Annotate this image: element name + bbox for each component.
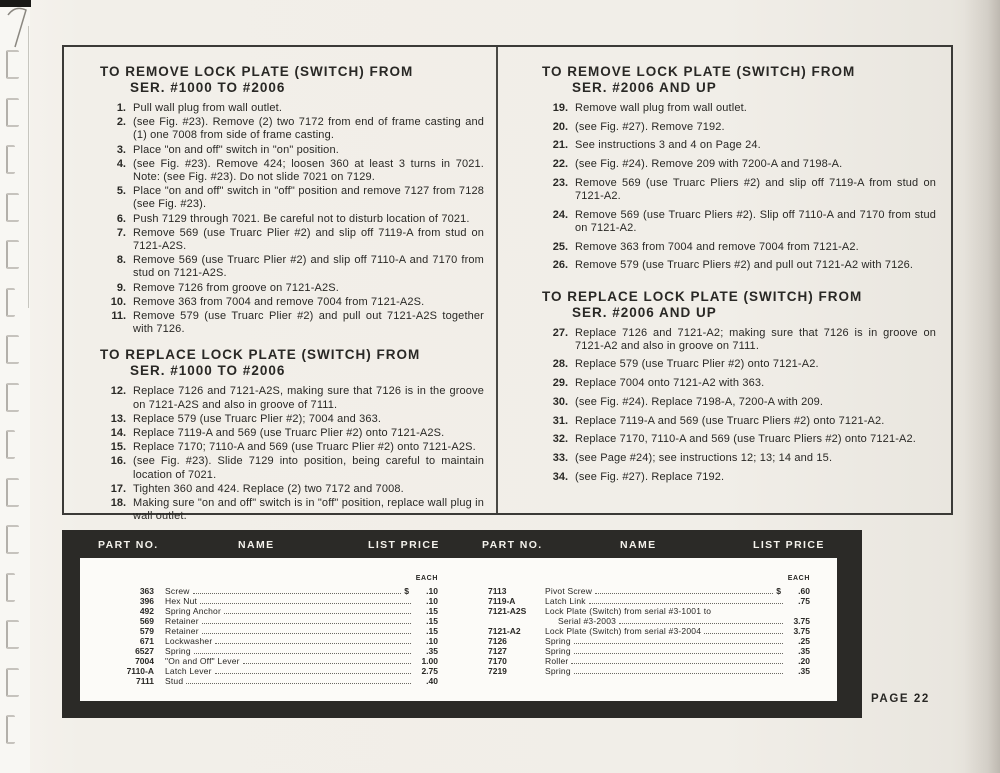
part-name-cell: Spring [165,646,191,656]
page-number: PAGE 22 [871,693,930,705]
part-name-cell: Spring [545,636,571,646]
table-header-name: NAME [238,539,275,551]
dot-leader [215,643,411,644]
instruction-item-number: 23. [552,176,568,189]
instruction-item-number: 2. [116,116,126,129]
instruction-item-number: 22. [552,158,568,171]
instruction-item [100,483,484,496]
instruction-item-text: Remove 569 (use Truarc Plier #2) and slip off 7110-A and 7170 from stud on 7121-A2S. [133,254,484,280]
instruction-item-number: 32. [552,433,568,446]
table-row [488,626,810,636]
list-price-cell: .35 [798,646,810,656]
instruction-item-text: (see Fig. #23). Slide 7129 into position, being careful to maintain location of 7021. [133,455,484,481]
dot-leader [193,593,402,594]
instruction-item [100,282,484,295]
instruction-item-number: 1. [116,102,126,114]
instruction-item [542,415,936,428]
instruction-section [542,64,936,273]
instruction-item-text: Remove wall plug from wall outlet. [575,102,748,114]
page-right-shadow [964,0,1000,773]
list-price-cell: .10 [426,596,438,606]
table-header-list-price: LIST PRICE [368,539,440,551]
part-name-cell: Screw [165,586,190,596]
part-name-cell: Pivot Screw [545,586,593,596]
binding-hole-mark [6,383,19,412]
part-name-cell: Stud [165,676,184,686]
instruction-item [100,213,484,226]
pen-mark-icon [2,3,32,51]
table-row [488,596,810,606]
instruction-item [542,471,936,484]
part-number-cell: 7119-A [488,596,516,606]
section-title-line2: SER. #2006 AND UP [572,80,717,95]
instruction-item [100,497,484,523]
binding-hole-mark [6,478,19,507]
part-name-cell: Spring [545,666,571,676]
instruction-item [542,433,936,446]
binding-hole-mark [6,240,19,269]
section-title-line1: TO REPLACE LOCK PLATE (SWITCH) FROM [100,347,421,363]
part-number-cell: 7113 [488,586,507,596]
dot-leader [243,663,411,664]
instruction-item [542,396,936,409]
binding-hole-mark [6,335,19,364]
instruction-item-number: 9. [116,281,126,294]
dot-leader [619,623,783,624]
table-header-part-no: PART NO. [98,539,159,551]
list-price-cell: .20 [798,656,810,666]
instruction-item [100,102,484,115]
instruction-item [100,310,484,336]
part-name-cell: Latch Lever [165,666,212,676]
instruction-item [100,427,484,440]
instruction-item-text: (see Fig. #24). Replace 7198-A, 7200-A with 209. [575,395,824,408]
dot-leader [574,643,783,644]
instruction-item [100,441,484,454]
instruction-item-number: 34. [552,470,568,483]
dot-leader [200,603,411,604]
binding-hole-mark [6,145,15,174]
instruction-item-number: 17. [110,482,126,495]
instruction-item-number: 25. [552,240,568,253]
instruction-item [100,227,484,253]
dot-leader [202,633,411,634]
part-number-cell: 7127 [488,646,507,656]
table-row [110,616,438,626]
section-title-line2: SER. #2006 AND UP [572,304,717,320]
instruction-item-text: Remove 579 (use Truarc Plier #2) and pull out 7121-A2S together with 7126. [133,310,484,336]
part-number-cell: 7170 [488,656,507,666]
instruction-item-number: 3. [116,143,126,156]
instruction-item [542,259,936,272]
part-name-cell: Lockwasher [165,636,213,646]
instruction-item [100,185,484,211]
table-header-list-price: LIST PRICE [753,539,825,551]
table-header-name: NAME [620,539,657,551]
instruction-item-text: Remove 569 (use Truarc Pliers #2) and slip off 7119-A from stud on 7121-A2. [575,176,936,203]
binding-hole-mark [6,288,15,317]
list-price-cell: 2.75 [421,666,438,676]
list-price-cell: .35 [426,646,438,656]
section-title-line1: TO REPLACE LOCK PLATE (SWITCH) FROM [542,288,863,304]
part-name-cell: Retainer [165,626,199,636]
part-name-cell: Lock Plate (Switch) from serial #3-2004 [545,626,702,636]
dot-leader [571,663,783,664]
instruction-item-number: 12. [110,385,126,398]
table-row [110,646,438,656]
instruction-item [542,241,936,254]
part-name-cell: Spring Anchor [165,606,221,616]
dot-leader [215,673,411,674]
instruction-item-number: 11. [111,310,126,323]
instruction-item [542,139,936,152]
part-name-cell: Spring [545,646,571,656]
part-number-cell: 6527 [135,646,154,656]
section-title [542,64,936,96]
currency-sign: $ [404,586,409,596]
instruction-item-text: (see Fig. #24). Remove 209 with 7200-A and 7198-A. [575,158,843,171]
instruction-item [542,452,936,465]
part-name-cell: "On and Off" Lever [165,656,240,666]
part-number-cell: 396 [139,596,154,606]
table-row [488,606,810,616]
list-price-cell: .10 [426,636,438,646]
instruction-item-text: Pull wall plug from wall outlet. [133,102,283,114]
instruction-item-text: (see Fig. #23). Remove (2) two 7172 from end of frame casting and (1) one 7008 from side of frame casting. [133,116,484,142]
table-right-half [488,558,810,701]
part-number-cell: 363 [139,586,154,596]
instruction-item-text: (see Fig. #27). Remove 7192. [575,120,725,133]
table-left-half [110,558,438,701]
instruction-item-number: 33. [552,451,568,464]
instruction-section [542,289,936,484]
instruction-item-number: 28. [552,358,568,371]
dot-leader [574,673,783,674]
instruction-item-text: Replace 7119-A and 569 (use Truarc Plier #2) onto 7121-A2S. [133,427,445,440]
dot-leader [186,683,411,684]
section-title-line2: SER. #1000 TO #2006 [130,363,286,379]
instruction-item-number: 10. [110,295,126,308]
dot-leader [595,593,773,594]
table-row [110,606,438,616]
part-number-cell: 7219 [488,666,507,676]
dot-leader [704,633,783,634]
instruction-item-number: 31. [552,414,568,427]
instruction-item [100,116,484,142]
table-row [110,586,438,596]
instruction-item-text: Replace 7170; 7110-A and 569 (use Truarc Plier #2) onto 7121-A2S. [133,441,476,454]
instruction-item-number: 26. [552,259,568,272]
list-price-cell: 3.75 [793,626,810,636]
table-row [110,656,438,666]
binding-hole-mark [6,620,19,649]
part-name-cell: Lock Plate (Switch) from serial #3-1001 to [545,606,712,616]
table-body-panel [80,558,837,701]
instruction-item-number: 19. [552,102,568,114]
dot-leader [202,623,411,624]
instruction-item-text: Remove 579 (use Truarc Pliers #2) and pull out 7121-A2 with 7126. [575,259,914,272]
instruction-item-number: 21. [552,139,568,152]
binding-hole-mark [6,715,15,744]
instruction-item-text: Tighten 360 and 424. Replace (2) two 7172 and 7008. [133,482,404,495]
instruction-item-text: Remove 363 from 7004 and remove 7004 from 7121-A2. [575,240,859,253]
table-row [488,636,810,646]
binding-hole-mark [6,525,19,554]
instruction-item-number: 15. [110,441,126,454]
table-row [110,666,438,676]
instruction-item-text: Replace 7170, 7110-A and 569 (use Truarc Pliers #2) onto 7121-A2. [575,433,916,446]
part-number-cell: 671 [139,636,154,646]
part-name-cell: Hex Nut [165,596,198,606]
part-number-cell: 7004 [135,656,154,666]
instruction-item-text: (see Fig. #23). Remove 424; loosen 360 at least 3 turns in 7021. Note: (see Fig. #23). Do not slide 7021 on 7129. [133,157,484,184]
instruction-item-text: Making sure "on and off" switch is in "off" position, replace wall plug in wall outlet. [133,497,484,523]
instruction-item-number: 29. [552,377,568,390]
instruction-item [100,413,484,426]
instruction-item [542,327,936,353]
instruction-item-number: 6. [116,212,126,225]
part-number-cell: 579 [139,626,154,636]
binding-hole-mark [6,193,19,222]
list-price-cell: 1.00 [421,656,438,666]
section-title [100,64,484,96]
table-row [488,646,810,656]
part-number-cell [488,616,545,626]
list-price-cell: 3.75 [793,616,810,626]
list-price-cell: .15 [426,606,438,616]
instruction-item-text: (see Page #24); see instructions 12; 13; 14 and 15. [575,451,833,464]
instruction-item-number: 18. [110,497,126,510]
dot-leader [574,653,783,654]
part-number-cell: 7111 [136,676,154,686]
instruction-item-number: 8. [116,254,126,267]
instruction-item [100,296,484,309]
instruction-item [542,121,936,134]
instruction-item-text: Place "on and off" switch in "on" position. [133,143,339,156]
instruction-item-number: 27. [552,326,568,339]
instruction-item-number: 14. [110,427,126,440]
binding-hole-mark [6,668,19,697]
part-number-cell: 7121-A2S [488,606,527,616]
binding-hole-mark [6,50,19,79]
list-price-cell: .40 [426,676,438,686]
part-number-cell: 7126 [488,636,507,646]
parts-price-table [62,530,862,718]
section-title-line2: SER. #1000 TO #2006 [130,80,286,95]
instruction-section [100,347,484,523]
part-number-cell: 7121-A2 [488,626,521,636]
instruction-item-text: Push 7129 through 7021. Be careful not to disturb location of 7021. [133,212,470,225]
table-row [110,676,438,686]
dot-leader [589,603,783,604]
instructions-box [62,45,953,523]
instruction-item-text: Replace 7119-A and 569 (use Truarc Pliers #2) onto 7121-A2. [575,414,885,427]
instruction-item [542,377,936,390]
paper-edge-line [28,26,29,308]
instruction-item-number: 20. [552,120,568,133]
table-row [110,596,438,606]
section-title [100,347,484,379]
instruction-item [100,385,484,411]
table-row [488,666,810,676]
binding-hole-mark [6,98,19,127]
instruction-item [542,209,936,235]
currency-sign: $ [776,586,781,596]
instructions-column-left [64,47,498,523]
instruction-item-number: 7. [116,226,126,239]
table-row [110,636,438,646]
instruction-item-text: Replace 7126 and 7121-A2S, making sure that 7126 is in the groove on 7121-A2S and also in groove of 7111. [133,385,484,411]
instruction-item [100,455,484,481]
part-name-cell: Roller [545,656,569,666]
part-name-cell: Latch Link [545,596,586,606]
binding-hole-mark [6,573,15,602]
instruction-item-text: (see Fig. #27). Replace 7192. [575,470,725,483]
part-name-cell: Serial #3-2003 [558,616,617,626]
section-title-line1: TO REMOVE LOCK PLATE (SWITCH) FROM [100,64,414,79]
instruction-item [100,254,484,280]
each-label: EACH [787,575,810,582]
instruction-item-text: Remove 569 (use Truarc Plier #2) and slip off 7119-A from stud on 7121-A2S. [133,226,484,253]
instruction-item [542,177,936,203]
instruction-item-text: Remove 569 (use Truarc Pliers #2). Slip off 7110-A and 7170 from stud on 7121-A2. [575,208,936,234]
instruction-item-number: 13. [110,412,126,425]
list-price-cell: .15 [426,626,438,636]
table-row [488,586,810,596]
instruction-item-number: 5. [116,185,126,198]
part-number-cell: 7110-A [126,666,154,676]
instruction-item-text: Place "on and off" switch in "off" position and remove 7127 from 7128 (see Fig. #23). [133,185,484,211]
list-price-cell: .25 [798,636,810,646]
table-row [488,656,810,666]
instruction-item-text: Replace 7126 and 7121-A2; making sure that 7126 is in groove on 7121-A2 and also in groove on 7111. [575,326,936,352]
binding-hole-mark [6,430,15,459]
instruction-item [542,102,936,115]
instruction-item-text: Replace 7004 onto 7121-A2 with 363. [575,377,765,390]
instruction-item-number: 4. [116,157,126,170]
list-price-cell: .15 [426,616,438,626]
instruction-item-number: 24. [552,208,568,221]
instruction-item [100,158,484,184]
section-title [542,289,936,321]
part-number-cell: 569 [139,616,154,626]
dot-leader [224,613,411,614]
each-label: EACH [415,575,438,582]
instruction-item-text: Replace 579 (use Truarc Plier #2) onto 7121-A2. [575,358,819,371]
instruction-item [100,144,484,157]
instructions-column-right [498,47,951,513]
instruction-item [542,158,936,171]
instruction-item-number: 16. [110,455,126,468]
instruction-item-text: Remove 363 from 7004 and remove 7004 from 7121-A2S. [133,295,425,308]
dot-leader [194,653,411,654]
table-header-part-no: PART NO. [482,539,543,551]
table-row-continuation [488,616,810,626]
list-price-cell: .10 [426,586,438,596]
instruction-item-number: 30. [552,395,568,408]
list-price-cell: .60 [798,586,810,596]
part-name-cell: Retainer [165,616,199,626]
section-title-line1: TO REMOVE LOCK PLATE (SWITCH) FROM [542,64,856,79]
instruction-item-text: Replace 579 (use Truarc Plier #2); 7004 and 363. [133,412,382,425]
instruction-item-text: See instructions 3 and 4 on Page 24. [575,139,761,152]
list-price-cell: .75 [798,596,810,606]
table-row [110,626,438,636]
part-number-cell: 492 [139,606,154,616]
instruction-item-text: Remove 7126 from groove on 7121-A2S. [133,281,339,294]
list-price-cell: .35 [798,666,810,676]
instruction-section [100,64,484,336]
instruction-item [542,358,936,371]
